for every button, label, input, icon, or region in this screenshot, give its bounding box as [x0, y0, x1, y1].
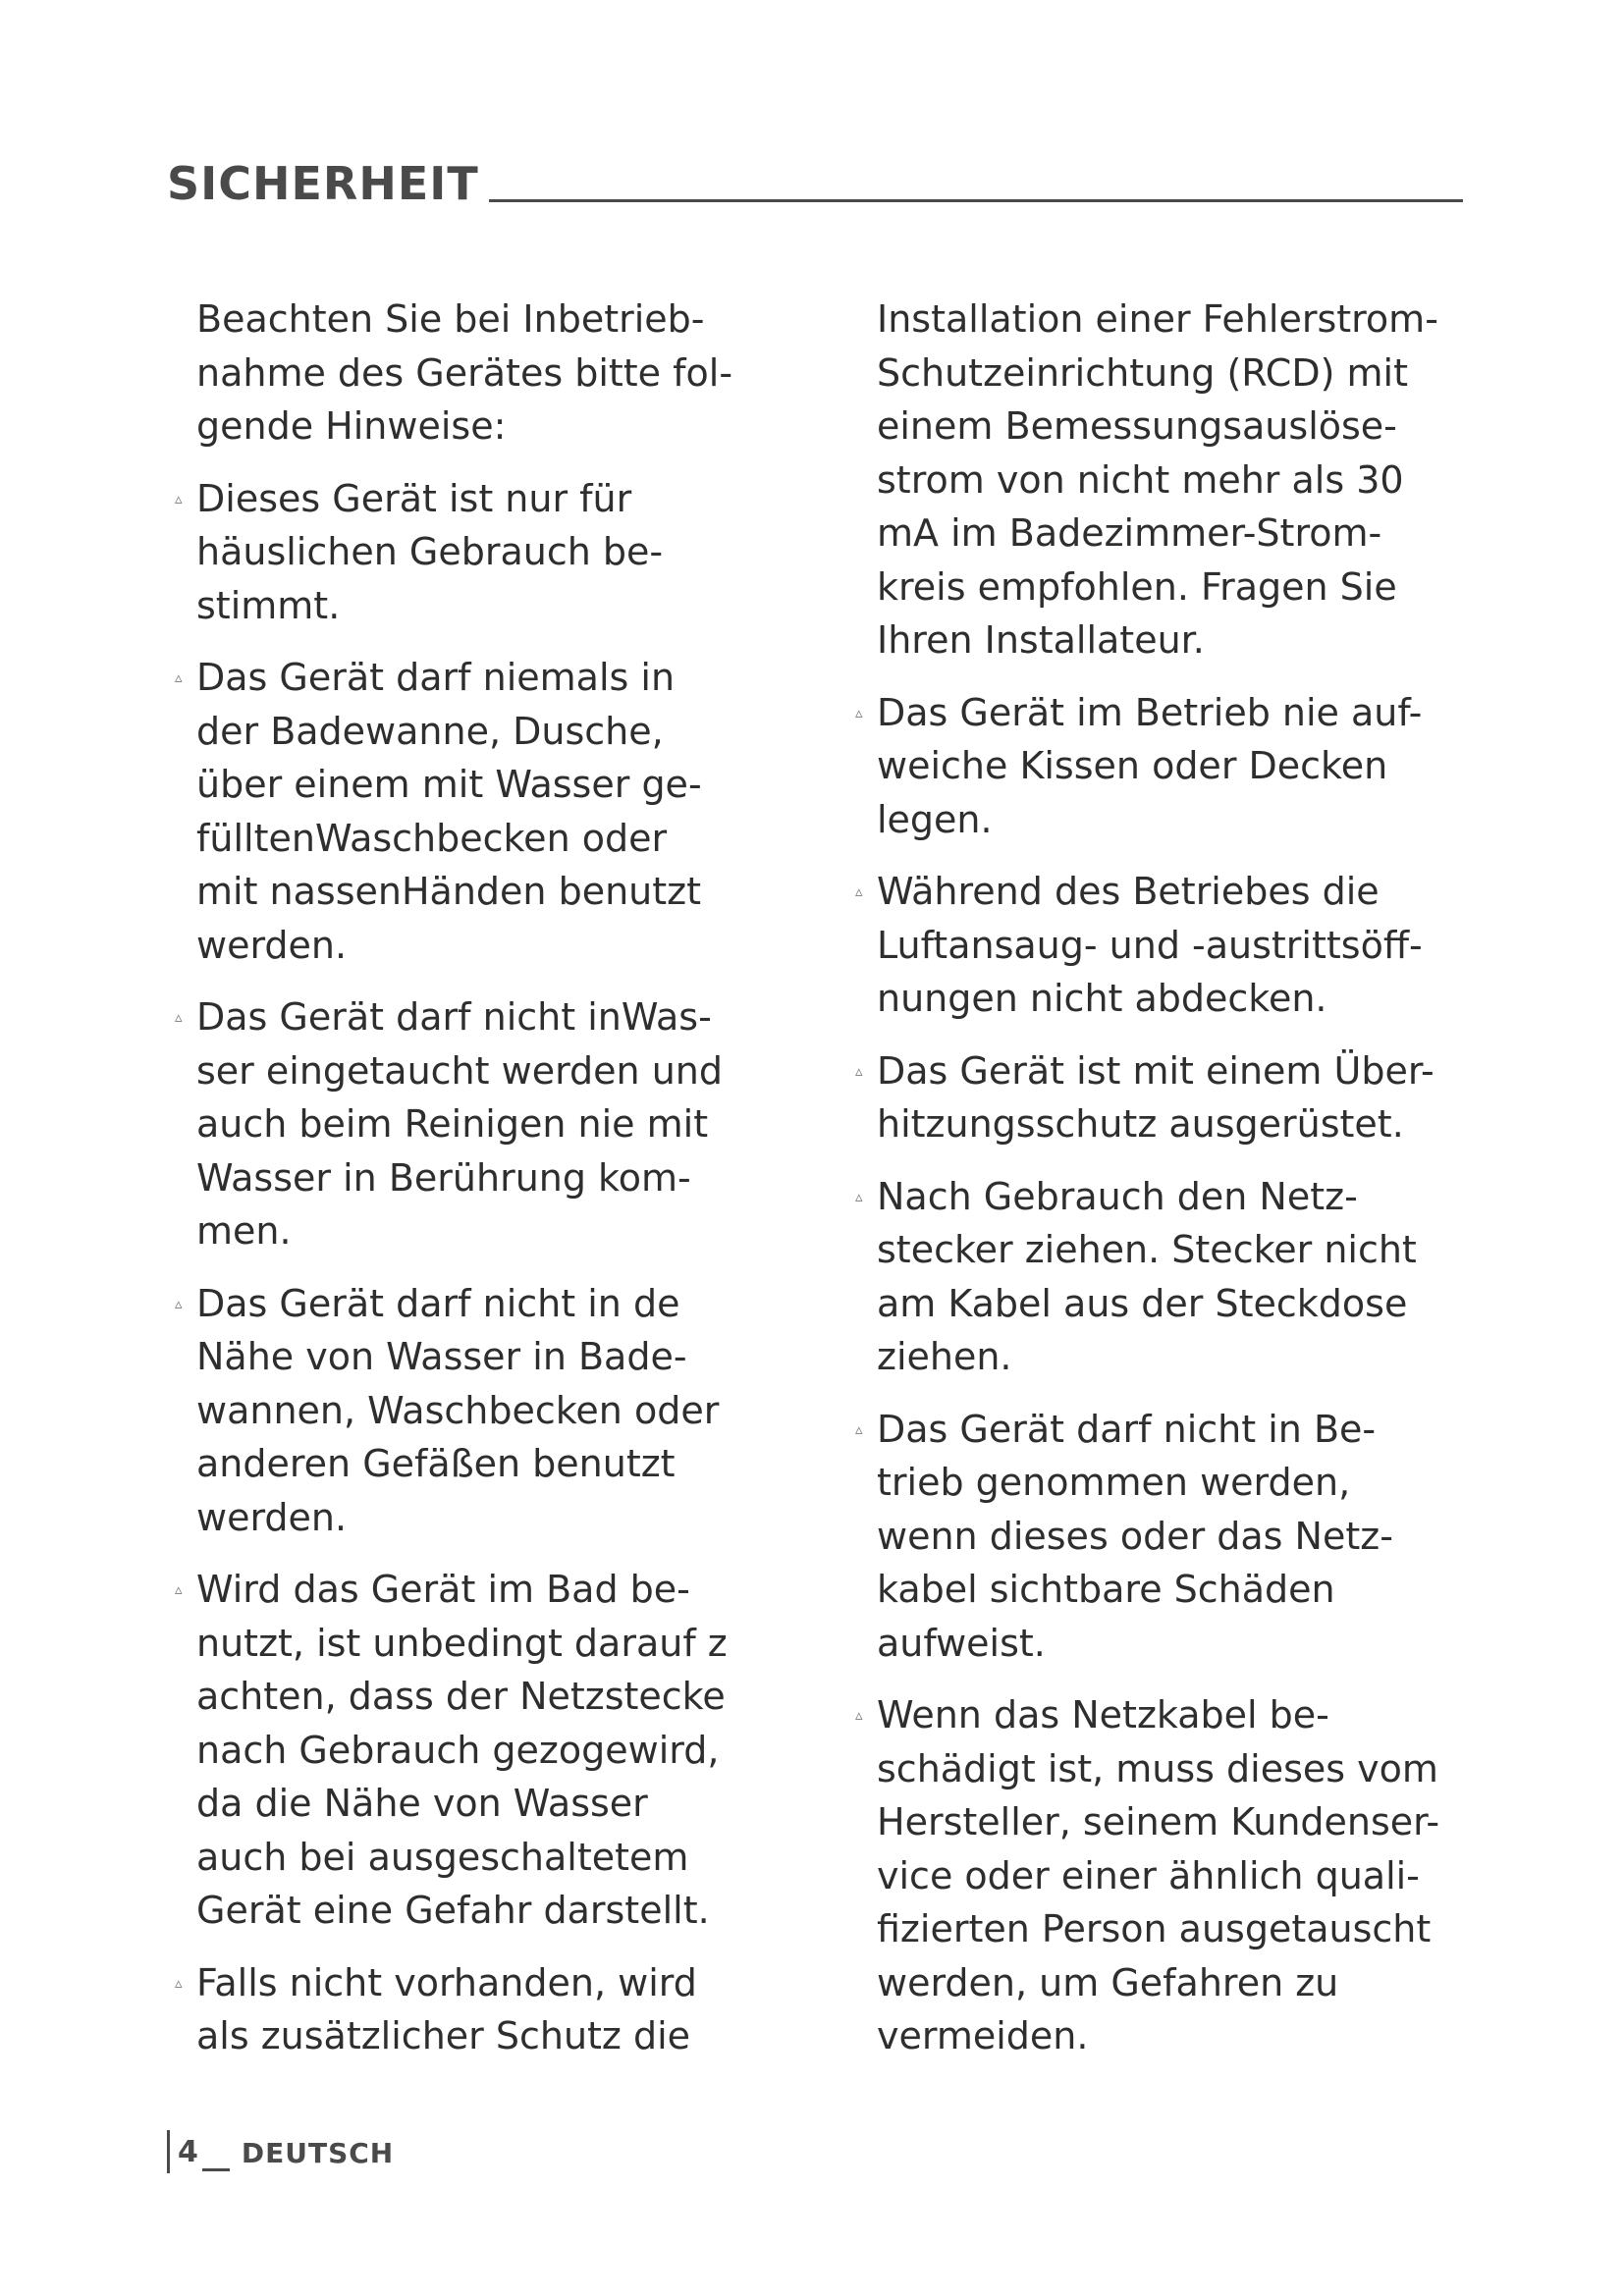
text-line: stimmt. — [196, 583, 341, 627]
text-line: weiche Kissen oder Decken — [877, 744, 1388, 787]
text-line: am Kabel aus der Steckdose — [877, 1281, 1408, 1325]
text-line: nutzt, ist unbedingt darauf z — [196, 1621, 728, 1665]
safety-item — [175, 651, 825, 972]
safety-item — [855, 1044, 1505, 1151]
text-line: trieb genommen werden, — [877, 1461, 1351, 1504]
text-line: Während des Betriebes die — [877, 870, 1380, 913]
footer-underline — [202, 2168, 230, 2171]
text-line: kabel sichtbare Schäden — [877, 1568, 1335, 1611]
text-line: Das Gerät darf nicht in de — [196, 1281, 680, 1325]
text-line: men. — [196, 1209, 292, 1253]
text-line: gende Hinweise: — [196, 404, 507, 448]
safety-item — [855, 1688, 1505, 2063]
text-line: aufweist. — [877, 1621, 1046, 1665]
footer-bracket — [167, 2130, 170, 2173]
footer-language: DEUTSCH — [241, 2137, 395, 2169]
page-number: 4 — [178, 2135, 198, 2169]
text-line: Nähe von Wasser in Bade- — [196, 1335, 687, 1378]
text-line: Das Gerät darf niemals in — [196, 656, 676, 699]
text-line: Gerät eine Gefahr darstellt. — [196, 1889, 710, 1932]
text-line: fizierten Person ausgetauscht — [877, 1907, 1432, 1950]
warning-triangle-icon: ▵ — [855, 882, 863, 900]
text-line: wenn dieses oder das Netz- — [877, 1514, 1393, 1558]
text-line: da die Nähe von Wasser — [196, 1782, 648, 1825]
warning-triangle-icon: ▵ — [855, 1187, 863, 1205]
warning-triangle-icon: ▵ — [855, 1061, 863, 1080]
safety-item — [175, 1956, 825, 2063]
text-line: werden. — [196, 1495, 348, 1539]
text-line: vice oder einer ähnlich quali- — [877, 1853, 1420, 1897]
warning-triangle-icon: ▵ — [175, 1973, 183, 1992]
text-line: Falls nicht vorhanden, wird — [196, 1960, 697, 2004]
text-line: ziehen. — [877, 1335, 1012, 1378]
warning-triangle-icon: ▵ — [855, 1706, 863, 1724]
text-line: werden, um Gefahren zu — [877, 1960, 1339, 2004]
text-line: werden. — [196, 923, 348, 967]
text-line: wannen, Waschbecken oder — [196, 1388, 720, 1432]
text-line: achten, dass der Netzstecke — [196, 1675, 726, 1718]
text-line: Schutzeinrichtung (RCD) mit — [877, 350, 1408, 395]
safety-item — [855, 865, 1505, 1026]
warning-triangle-icon: ▵ — [855, 703, 863, 721]
text-line: Ihren Installateur. — [877, 618, 1205, 662]
text-line: auch beim Reinigen nie mit — [196, 1102, 709, 1146]
right-column — [855, 293, 1505, 2082]
safety-item — [175, 1277, 825, 1545]
text-line: Luftansaug- und -austrittsöff- — [877, 923, 1423, 967]
safety-item — [855, 1170, 1505, 1384]
text-line: auch bei ausgeschaltetem — [196, 1835, 689, 1879]
continuation-paragraph — [877, 293, 1505, 667]
text-line: kreis empfohlen. Fragen Sie — [877, 564, 1397, 609]
safety-item — [855, 1403, 1505, 1671]
warning-triangle-icon: ▵ — [175, 1008, 183, 1026]
text-line: Das Gerät darf nicht inWas- — [196, 995, 712, 1039]
text-line: nach Gebrauch gezogewird, — [196, 1728, 720, 1772]
text-line: schädigt ist, muss dieses vom — [877, 1746, 1438, 1790]
safety-item — [855, 686, 1505, 847]
text-line: über einem mit Wasser ge- — [196, 763, 702, 806]
text-line: anderen Gefäßen benutzt — [196, 1442, 676, 1485]
text-line: Beachten Sie bei Inbetrieb- — [196, 297, 705, 341]
page-footer — [167, 2128, 394, 2173]
safety-item — [175, 990, 825, 1258]
safety-item — [175, 1563, 825, 1938]
text-line: hitzungsschutz ausgerüstet. — [877, 1102, 1404, 1146]
text-line: Nach Gebrauch den Netz- — [877, 1174, 1358, 1218]
text-line: nahme des Gerätes bitte fol- — [196, 350, 733, 395]
text-line: ser eingetaucht werden und — [196, 1048, 723, 1093]
text-line: als zusätzlicher Schutz die — [196, 2014, 691, 2057]
text-line: stecker ziehen. Stecker nicht — [877, 1228, 1417, 1271]
text-line: Dieses Gerät ist nur für — [196, 476, 632, 520]
warning-triangle-icon: ▵ — [855, 1419, 863, 1438]
text-line: Hersteller, seinem Kundenser- — [877, 1800, 1440, 1843]
text-line: vermeiden. — [877, 2014, 1089, 2057]
text-line: legen. — [877, 797, 993, 841]
text-line: fülltenWaschbecken oder — [196, 816, 668, 860]
text-line: nungen nicht abdecken. — [877, 977, 1327, 1020]
text-line: Wenn das Netzkabel be- — [877, 1693, 1329, 1736]
text-line: Das Gerät ist mit einem Über- — [877, 1048, 1435, 1093]
text-line: Das Gerät im Betrieb nie auf- — [877, 690, 1423, 734]
section-title: SICHERHEIT — [167, 157, 479, 210]
warning-triangle-icon: ▵ — [175, 668, 183, 686]
text-line: einem Bemessungsauslöse- — [877, 404, 1397, 448]
text-line: Wird das Gerät im Bad be- — [196, 1568, 690, 1611]
warning-triangle-icon: ▵ — [175, 1580, 183, 1598]
text-line: mit nassenHänden benutzt — [196, 870, 702, 913]
header-rule — [489, 199, 1463, 202]
section-header — [167, 147, 1463, 210]
text-line: Wasser in Berührung kom- — [196, 1155, 691, 1200]
text-line: Installation einer Fehlerstrom- — [877, 297, 1438, 341]
text-line: mA im Badezimmer-Strom- — [877, 511, 1382, 555]
warning-triangle-icon: ▵ — [175, 489, 183, 507]
warning-triangle-icon: ▵ — [175, 1294, 183, 1312]
safety-item — [175, 472, 825, 633]
text-line: strom von nicht mehr als 30 — [877, 457, 1404, 502]
text-line: der Badewanne, Dusche, — [196, 709, 664, 753]
intro-paragraph — [196, 293, 825, 454]
text-line: Das Gerät darf nicht in Be- — [877, 1407, 1377, 1451]
text-line: häuslichen Gebrauch be- — [196, 530, 664, 573]
left-column — [175, 293, 825, 2082]
